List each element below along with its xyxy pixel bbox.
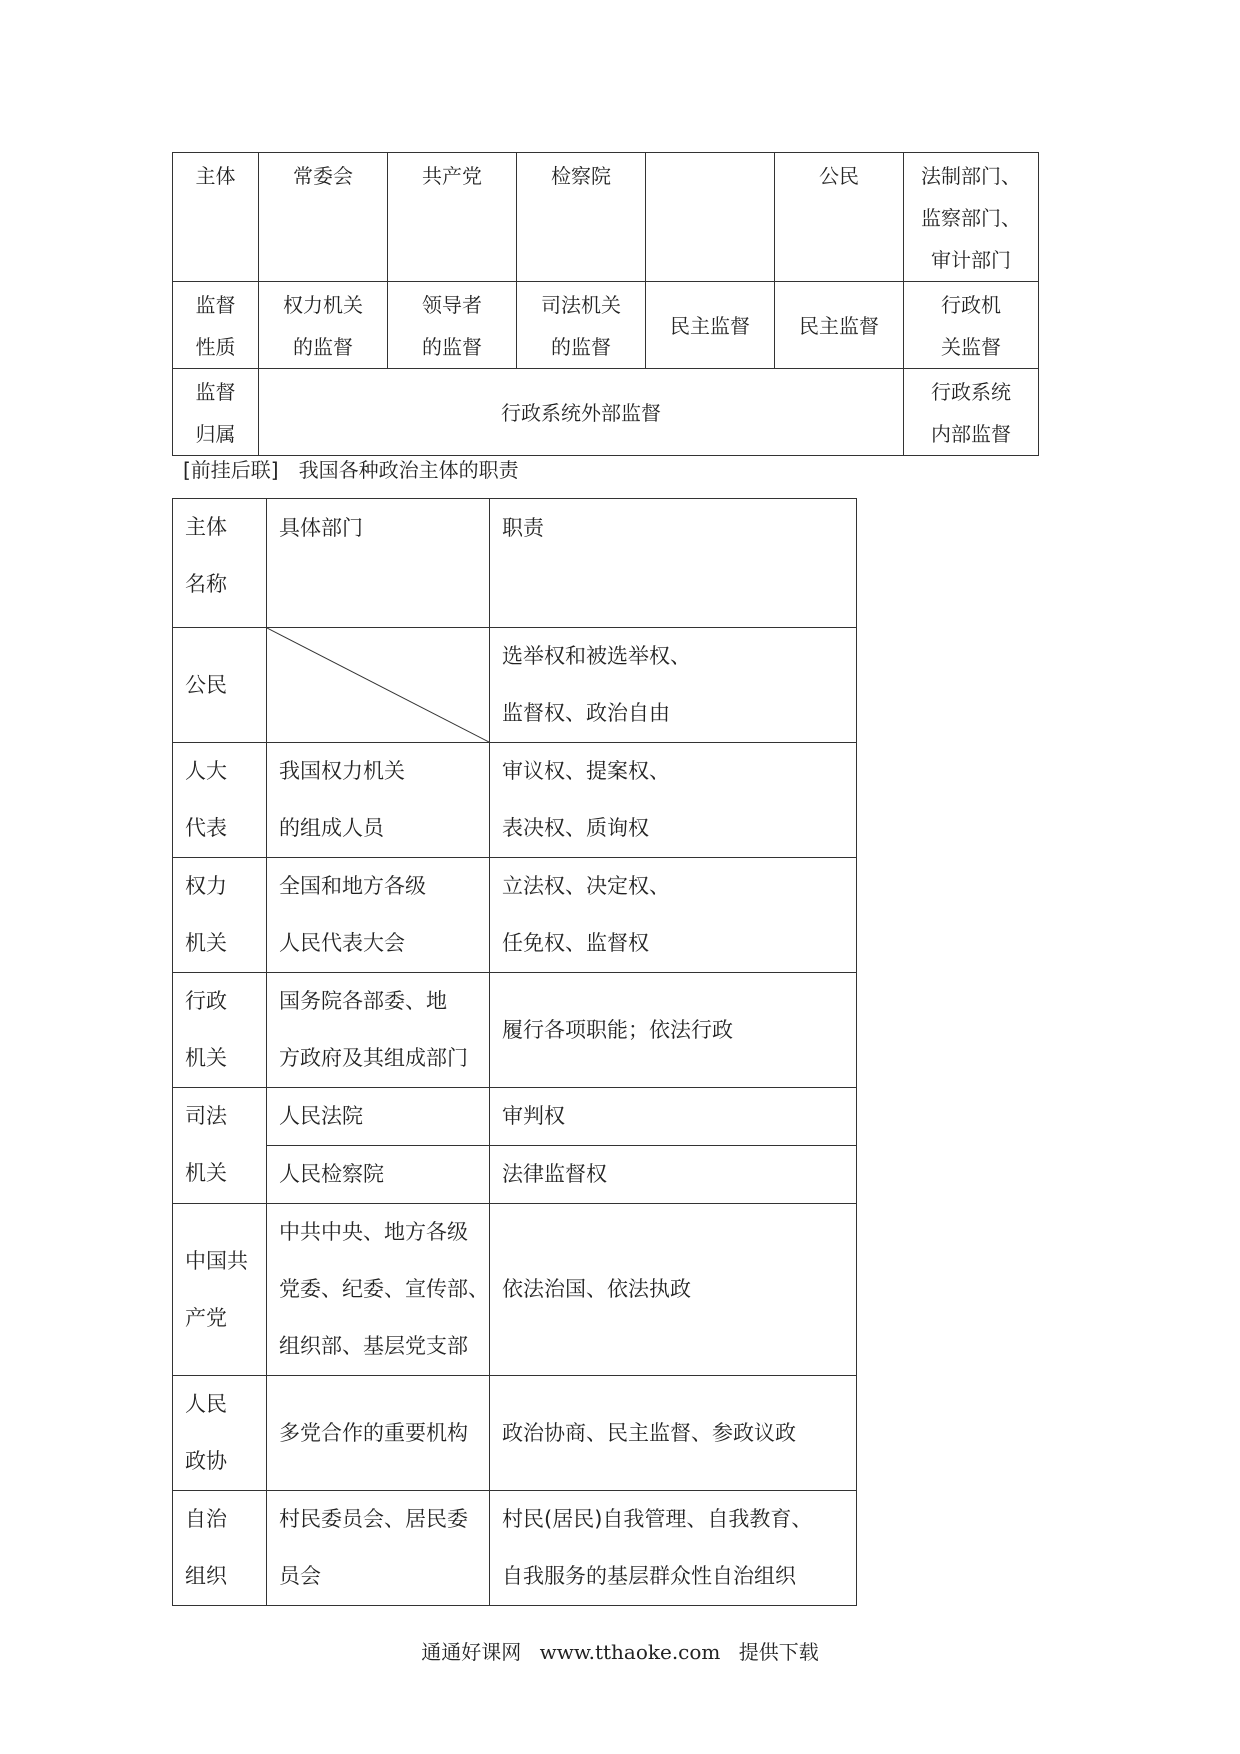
- header-cell: 职责: [490, 499, 857, 628]
- cell: 人民 政协: [173, 1376, 267, 1491]
- cell: 立法权、决定权、 任免权、监督权: [490, 858, 857, 973]
- table-row: [173, 369, 1039, 456]
- diagonal-line: [267, 628, 489, 742]
- cell: 司法 机关: [173, 1088, 267, 1204]
- cell: 行政机 关监督: [904, 282, 1039, 369]
- cell: 审判权: [490, 1088, 857, 1146]
- cell: 国务院各部委、地 方政府及其组成部门: [267, 973, 490, 1088]
- cell: 权力机关 的监督: [259, 282, 388, 369]
- cell: 公民: [775, 153, 904, 282]
- supervision-table: [172, 152, 1039, 456]
- cell: 领导者 的监督: [388, 282, 517, 369]
- cell: 公民: [173, 628, 267, 743]
- table-header-row: [173, 499, 857, 628]
- table-row: [173, 282, 1039, 369]
- diagonal-cell: [267, 628, 490, 743]
- table-caption: [前挂后联] 我国各种政治主体的职责: [183, 458, 519, 482]
- cell: 我国权力机关 的组成人员: [267, 743, 490, 858]
- cell: 人民法院: [267, 1088, 490, 1146]
- cell: 常委会: [259, 153, 388, 282]
- cell: 中共中央、地方各级 党委、纪委、宣传部、 组织部、基层党支部: [267, 1204, 490, 1376]
- cell: 履行各项职能；依法行政: [490, 973, 857, 1088]
- cell: 人大 代表: [173, 743, 267, 858]
- cell: 村民(居民)自我管理、自我教育、 自我服务的基层群众性自治组织: [490, 1491, 857, 1606]
- cell: 司法机关 的监督: [517, 282, 646, 369]
- table-row: [173, 1204, 857, 1376]
- cell: 审议权、提案权、 表决权、质询权: [490, 743, 857, 858]
- cell: 法制部门、 监察部门、 审计部门: [904, 153, 1039, 282]
- cell: [646, 153, 775, 282]
- table-row: [173, 973, 857, 1088]
- table-row: [173, 628, 857, 743]
- cell: 自治 组织: [173, 1491, 267, 1606]
- political-subjects-table: [172, 498, 857, 1606]
- header-cell: 主体 名称: [173, 499, 267, 628]
- table-row: [173, 1088, 857, 1146]
- cell: 多党合作的重要机构: [267, 1376, 490, 1491]
- cell: 人民检察院: [267, 1146, 490, 1204]
- cell: 法律监督权: [490, 1146, 857, 1204]
- table-row: [173, 153, 1039, 282]
- cell: 村民委员会、居民委 员会: [267, 1491, 490, 1606]
- cell: 民主监督: [646, 282, 775, 369]
- cell: 政治协商、民主监督、参政议政: [490, 1376, 857, 1491]
- cell: 依法治国、依法执政: [490, 1204, 857, 1376]
- footer-url[interactable]: www.tthaoke.com: [539, 1640, 721, 1664]
- cell: 行政系统外部监督: [259, 369, 904, 456]
- table-row: [173, 1376, 857, 1491]
- cell: 检察院: [517, 153, 646, 282]
- cell: 权力 机关: [173, 858, 267, 973]
- cell: 中国共 产党: [173, 1204, 267, 1376]
- cell: 全国和地方各级 人民代表大会: [267, 858, 490, 973]
- cell: 共产党: [388, 153, 517, 282]
- cell: 监督 性质: [173, 282, 259, 369]
- header-cell: 具体部门: [267, 499, 490, 628]
- footer-action: 提供下载: [738, 1640, 819, 1664]
- page-footer: [0, 1636, 1240, 1665]
- footer-site-name: 通通好课网: [421, 1640, 522, 1664]
- cell: 行政 机关: [173, 973, 267, 1088]
- table-row: [173, 858, 857, 973]
- table-row: [173, 1491, 857, 1606]
- cell: 监督 归属: [173, 369, 259, 456]
- table-row: [173, 1146, 857, 1204]
- cell: 民主监督: [775, 282, 904, 369]
- table-row: [173, 743, 857, 858]
- cell: 行政系统 内部监督: [904, 369, 1039, 456]
- cell: 选举权和被选举权、 监督权、政治自由: [490, 628, 857, 743]
- cell: 主体: [173, 153, 259, 282]
